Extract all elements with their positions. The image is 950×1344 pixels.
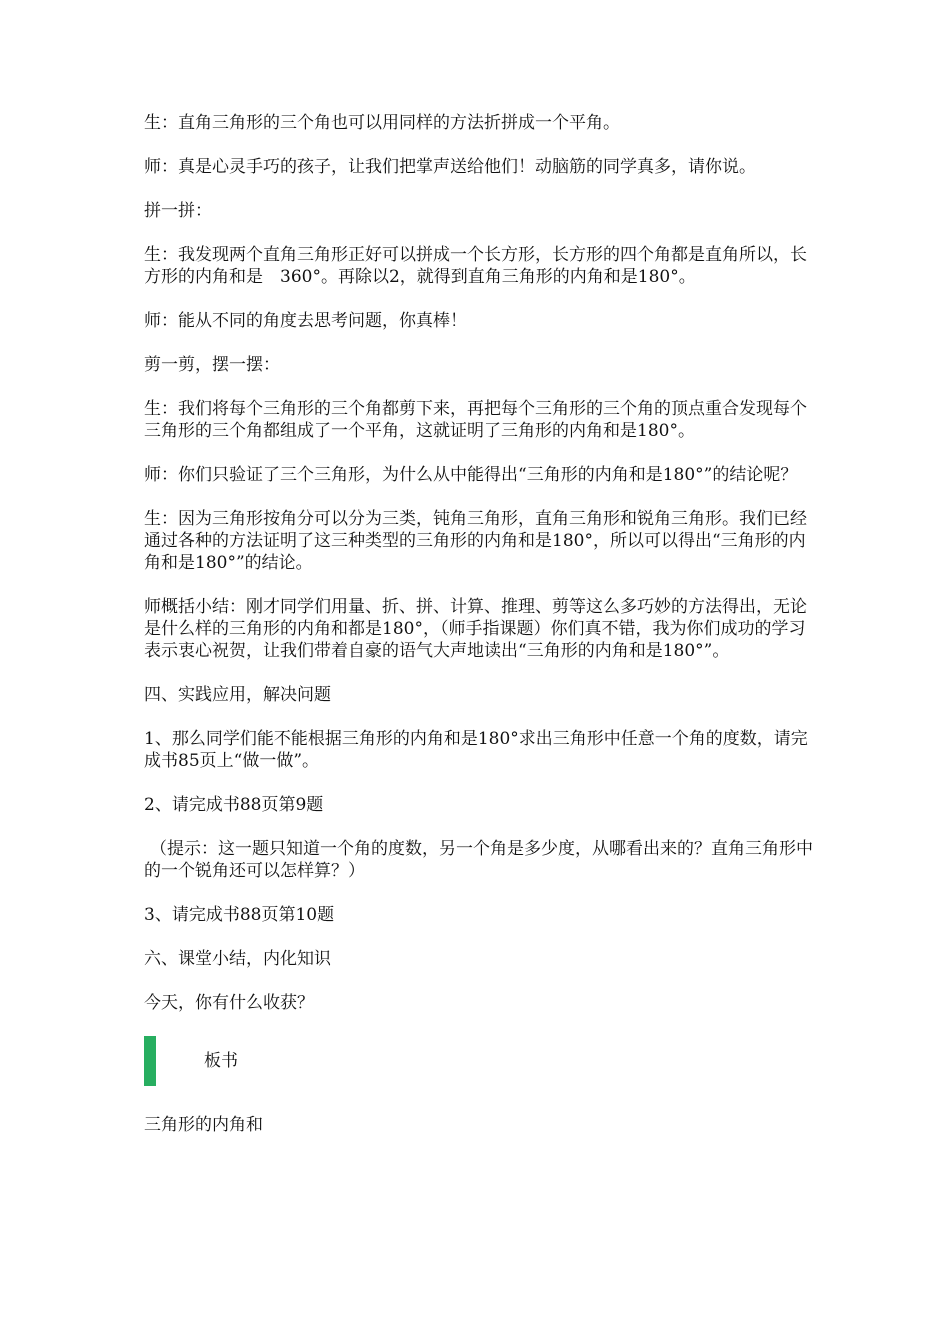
section-combine: 拼一拼： <box>144 201 212 221</box>
student-three-types: 生：因为三角形按角分可以分为三类，钝角三角形，直角三角形和锐角三角形。我们已经通过各种的方法证明了这三种类型的三角形的内角和是180°，所以可以得出“三角形的内角和是180°”的结论。 <box>144 509 807 573</box>
teacher-praise-angles: 师：能从不同的角度去思考问题，你真棒！ <box>144 311 467 331</box>
student-right-triangle-fold: 生：直角三角形的三个角也可以用同样的方法折拼成一个平角。 <box>144 113 620 133</box>
student-rectangle-method: 生：我发现两个直角三角形正好可以拼成一个长方形，长方形的四个角都是直角所以，长方形的内角和是 360°。再除以2，就得到直角三角形的内角和是180°。 <box>144 245 807 287</box>
teacher-praise-fold: 师：真是心灵手巧的孩子，让我们把掌声送给他们！动脑筋的同学真多，请你说。 <box>144 157 756 177</box>
teacher-question: 师：你们只验证了三个三角形，为什么从中能得出“三角形的内角和是180°”的结论呢？ <box>144 465 798 485</box>
document-page <box>144 112 816 1158</box>
section-summary: 六、课堂小结，内化知识 <box>144 949 331 969</box>
board-heading-label: 板书 <box>204 1051 238 1071</box>
teacher-summary: 师概括小结：刚才同学们用量、折、拼、计算、推理、剪等这么多巧妙的方法得出，无论是什么样的三角形的内角和都是180°，（师手指课题）你们真不错，我为你们成功的学习表示衷心祝贺，让我们带着自豪的语气大声地读出“三角形的内角和是180°”。 <box>144 597 807 661</box>
section-cut-arrange: 剪一剪，摆一摆： <box>144 355 280 375</box>
student-cut-method: 生：我们将每个三角形的三个角都剪下来，再把每个三角形的三个角的顶点重合发现每个三角形的三个角都组成了一个平角，这就证明了三角形的内角和是180°。 <box>144 399 807 441</box>
exercise-1: 1、那么同学们能不能根据三角形的内角和是180°求出三角形中任意一个角的度数，请完成书85页上“做一做”。 <box>144 729 808 771</box>
exercise-2-hint: （提示：这一题只知道一个角的度数，另一个角是多少度，从哪看出来的？直角三角形中的一个锐角还可以怎样算？） <box>144 839 813 881</box>
board-heading <box>144 1036 816 1086</box>
exercise-2: 2、请完成书88页第9题 <box>144 795 324 815</box>
section-practice: 四、实践应用，解决问题 <box>144 685 331 705</box>
board-title: 三角形的内角和 <box>144 1115 263 1135</box>
exercise-3: 3、请完成书88页第10题 <box>144 905 335 925</box>
summary-question: 今天，你有什么收获？ <box>144 993 314 1013</box>
board-accent-bar <box>144 1036 156 1086</box>
